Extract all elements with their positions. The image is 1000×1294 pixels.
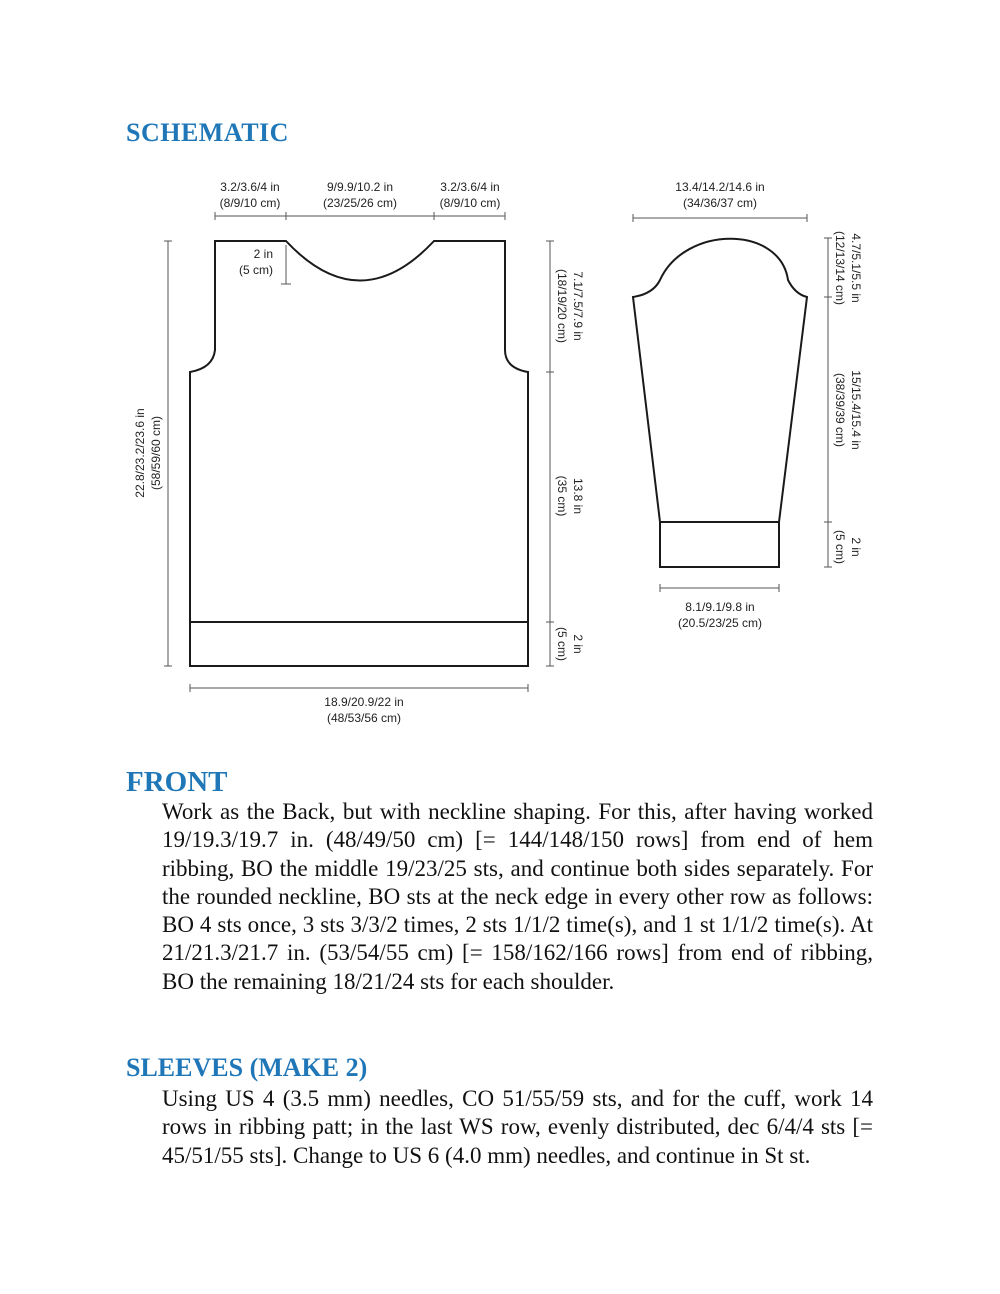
cuff-width-label-cm: (20.5/23/25 cm) bbox=[677, 616, 763, 630]
body-length-label-cm: (35 cm) bbox=[555, 475, 569, 517]
sleeve-width-label-cm: (34/36/37 cm) bbox=[682, 196, 758, 210]
neck-width-label-in: 9/9.9/10.2 in bbox=[326, 180, 394, 194]
sleeves-heading: SLEEVES (MAKE 2) bbox=[126, 1053, 368, 1082]
cuff-width-label-in: 8.1/9.1/9.8 in bbox=[685, 600, 755, 614]
hem-ribbing-label-cm: (5 cm) bbox=[555, 627, 569, 661]
sleeve-length-label-cm: (38/39/39 cm) bbox=[833, 372, 847, 448]
armhole-depth-label-in: 7.1/7.5/7.9 in bbox=[571, 271, 585, 341]
sleeves-instructions: Using US 4 (3.5 mm) needles, CO 51/55/59 sts, and for the cuff, work 14 rows in ribbing patt; in the last WS row, evenly distributed, dec 6/4/4 sts [= 45/51/55 sts]. Change to US 6 (4.0 mm) needles, and continue in St st. bbox=[162, 1086, 873, 1168]
hem-ribbing-label-in: 2 in bbox=[571, 634, 585, 654]
front-instructions: Work as the Back, but with neckline shaping. For this, after having worked 19/19.3/19.7 in. (48/49/50 cm) [= 144/148/150 rows] from end of hem ribbing, BO the middle 19/23/25 sts, and continue both sides separately. For the rounded neckline, BO sts at the neck edge in every other row as follows: BO 4 sts once, 3 sts 3/3/2 times, 2 sts 1/1/2 time(s), and 1 st 1/1/2 time(s). At 21/21.3/21.7 in. (53/54/55 cm) [= 158/162/166 rows] from end of ribbing, BO the remaining 18/21/24 sts for each shoulder. bbox=[162, 799, 873, 994]
width-label-cm: (48/53/56 cm) bbox=[326, 711, 402, 725]
sleeve-length-label-in: 15/15.4/15.4 in bbox=[849, 370, 863, 450]
width-label-in: 18.9/20.9/22 in bbox=[324, 695, 404, 709]
cap-height-label-cm: (12/13/14 cm) bbox=[833, 230, 847, 306]
armhole-depth-label-cm: (18/19/20 cm) bbox=[555, 268, 569, 344]
neck-width-label-cm: (23/25/26 cm) bbox=[322, 196, 398, 210]
body-outline bbox=[190, 241, 528, 666]
total-length-label-cm: (58/59/60 cm) bbox=[149, 415, 163, 491]
schematic-heading: SCHEMATIC bbox=[126, 118, 289, 147]
total-length-label-in: 22.8/23.2/23.6 in bbox=[133, 408, 147, 498]
sleeve-outline bbox=[633, 239, 807, 567]
shoulder-right-label-cm: (8/9/10 cm) bbox=[439, 196, 501, 210]
neck-depth-label-in: 2 in bbox=[253, 247, 273, 261]
cap-height-label-in: 4.7/5.1/5.5 in bbox=[849, 233, 863, 303]
sleeve-width-label-in: 13.4/14.2/14.6 in bbox=[675, 180, 765, 194]
neck-depth-label-cm: (5 cm) bbox=[239, 263, 273, 277]
shoulder-left-label-cm: (8/9/10 cm) bbox=[219, 196, 281, 210]
cuff-height-label-in: 2 in bbox=[849, 537, 863, 557]
shoulder-left-label-in: 3.2/3.6/4 in bbox=[220, 180, 280, 194]
body-length-label-in: 13.8 in bbox=[571, 477, 585, 515]
cuff-height-label-cm: (5 cm) bbox=[833, 530, 847, 564]
front-heading: FRONT bbox=[126, 766, 228, 798]
shoulder-right-label-in: 3.2/3.6/4 in bbox=[440, 180, 500, 194]
